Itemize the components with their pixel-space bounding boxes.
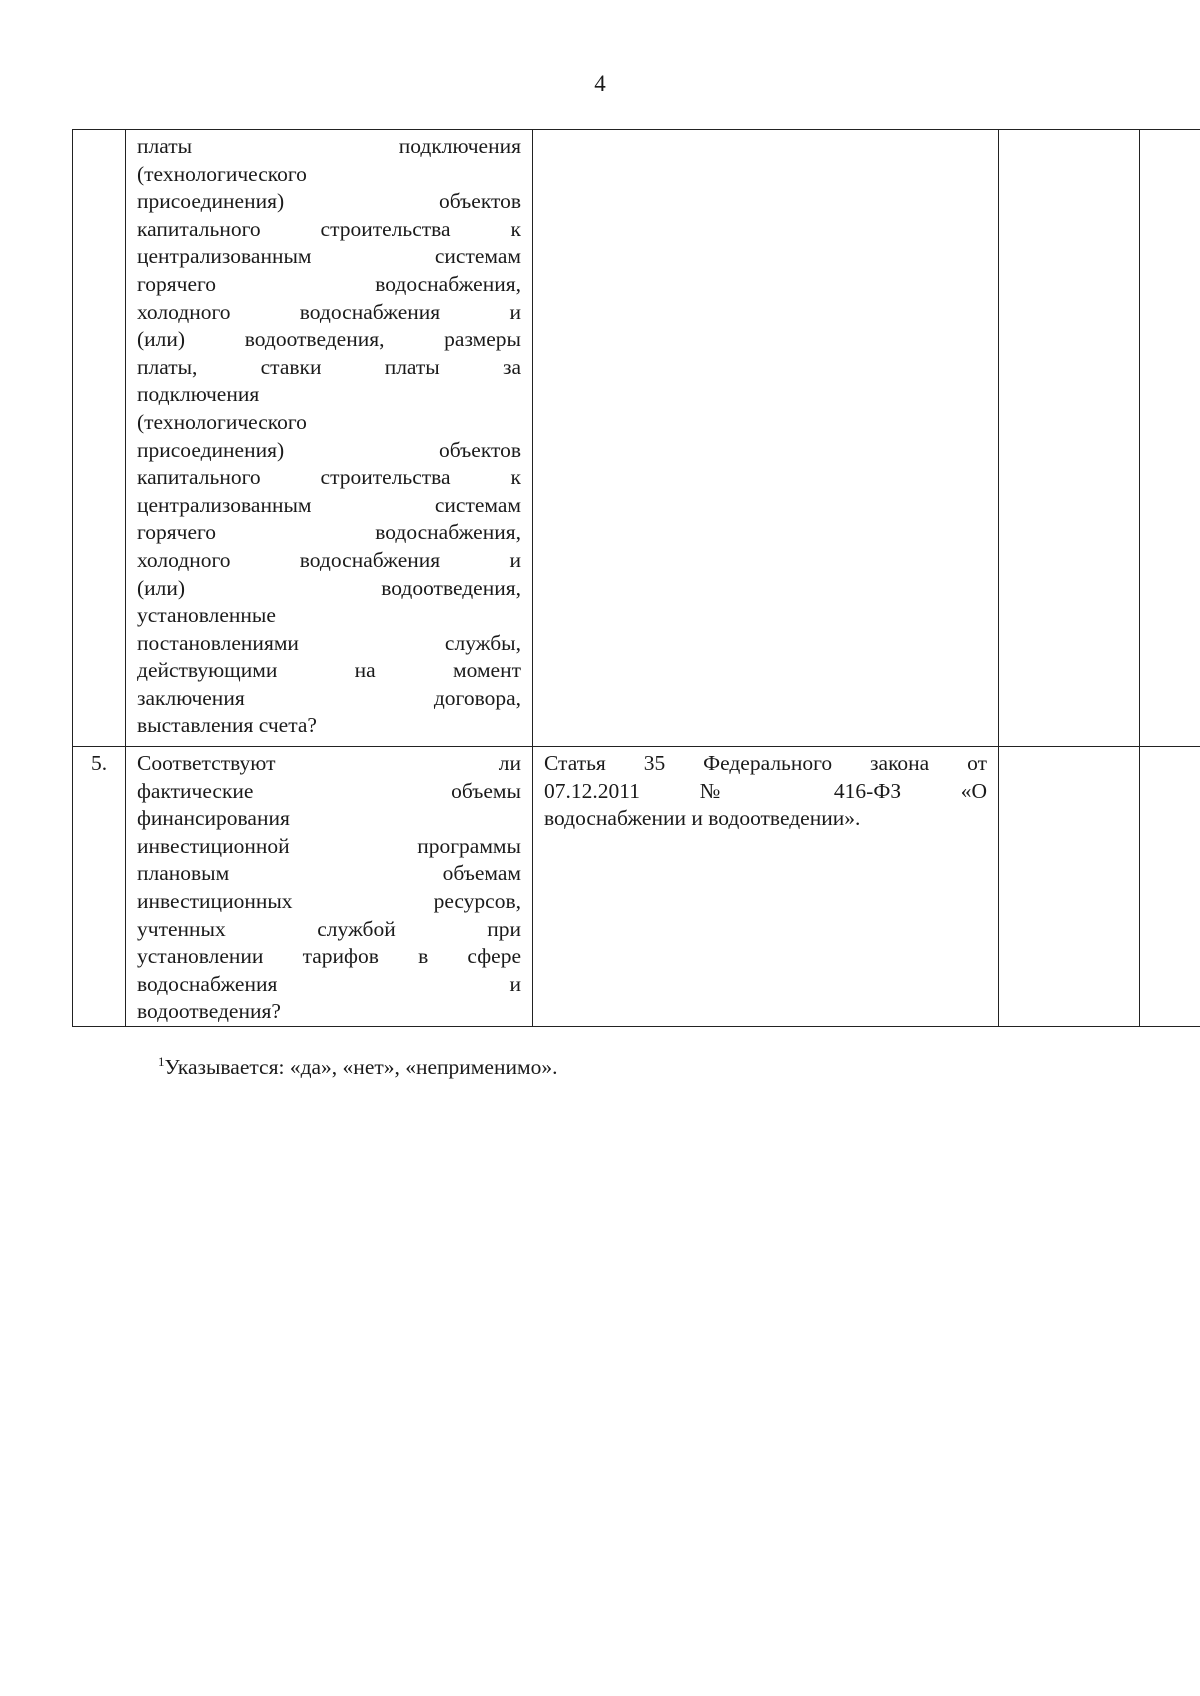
footnote (158, 1048, 557, 1081)
question-line: водоснабжения и (137, 971, 521, 996)
answer-cell (999, 130, 1140, 747)
question-line: действующими на момент (137, 658, 521, 683)
question-line: заключения договора, (137, 685, 521, 710)
question-line: установлении тарифов в сфере (137, 944, 521, 969)
question-line: холодного водоснабжения и (137, 547, 521, 572)
question-line: установленные (137, 603, 276, 628)
question-line: присоединения) объектов (137, 189, 521, 214)
question-line: инвестиционной программы (137, 833, 521, 858)
question-line: Соответствуют ли (137, 751, 521, 775)
question-line: постановлениями службы, (137, 630, 521, 655)
question-line: (технологического (137, 409, 307, 434)
question-line: инвестиционных ресурсов, (137, 888, 521, 913)
reference-cell (533, 130, 999, 747)
question-line: подключения (137, 382, 260, 407)
page-number: 4 (594, 71, 606, 96)
question-line: платы, ставки платы за (137, 354, 521, 379)
reference-line: 07.12.2011 № 416-ФЗ «О (544, 778, 987, 803)
answer-cell (999, 747, 1140, 1027)
question-line: горячего водоснабжения, (137, 520, 521, 545)
row-number-cell (73, 130, 126, 747)
question-line: централизованным системам (137, 244, 521, 269)
note-cell (1140, 130, 1200, 747)
question-cell (126, 130, 533, 747)
question-line: (или) водоотведения, размеры (137, 327, 521, 352)
question-line: фактические объемы (137, 778, 521, 803)
footnote-marker: 1 (158, 1054, 165, 1069)
row-number-cell: 5. (73, 747, 126, 1027)
question-line: холодного водоснабжения и (137, 299, 521, 324)
table-row (73, 130, 1200, 747)
reference-line: Статья 35 Федерального закона от (544, 751, 987, 775)
table-row (73, 747, 1200, 1027)
question-line: капитального строительства к (137, 216, 521, 241)
question-line: горячего водоснабжения, (137, 271, 521, 296)
note-cell (1140, 747, 1200, 1027)
question-line: капитального строительства к (137, 465, 521, 490)
question-line: присоединения) объектов (137, 437, 521, 462)
question-line: плановым объемам (137, 861, 521, 886)
question-line: платы подключения (137, 134, 521, 158)
question-line: финансирования (137, 806, 290, 831)
question-line: учтенных службой при (137, 916, 521, 941)
question-line: (или) водоотведения, (137, 575, 521, 600)
question-cell (126, 747, 533, 1027)
question-line: (технологического (137, 161, 307, 186)
question-line: выставления счета? (137, 713, 317, 738)
checklist-table (72, 129, 1200, 1027)
footnote-text: Указывается: «да», «нет», «неприменимо». (164, 1055, 558, 1079)
reference-line: водоснабжении и водоотведении». (544, 806, 861, 831)
question-line: водоотведения? (137, 999, 281, 1024)
reference-cell (533, 747, 999, 1027)
question-line: централизованным системам (137, 492, 521, 517)
